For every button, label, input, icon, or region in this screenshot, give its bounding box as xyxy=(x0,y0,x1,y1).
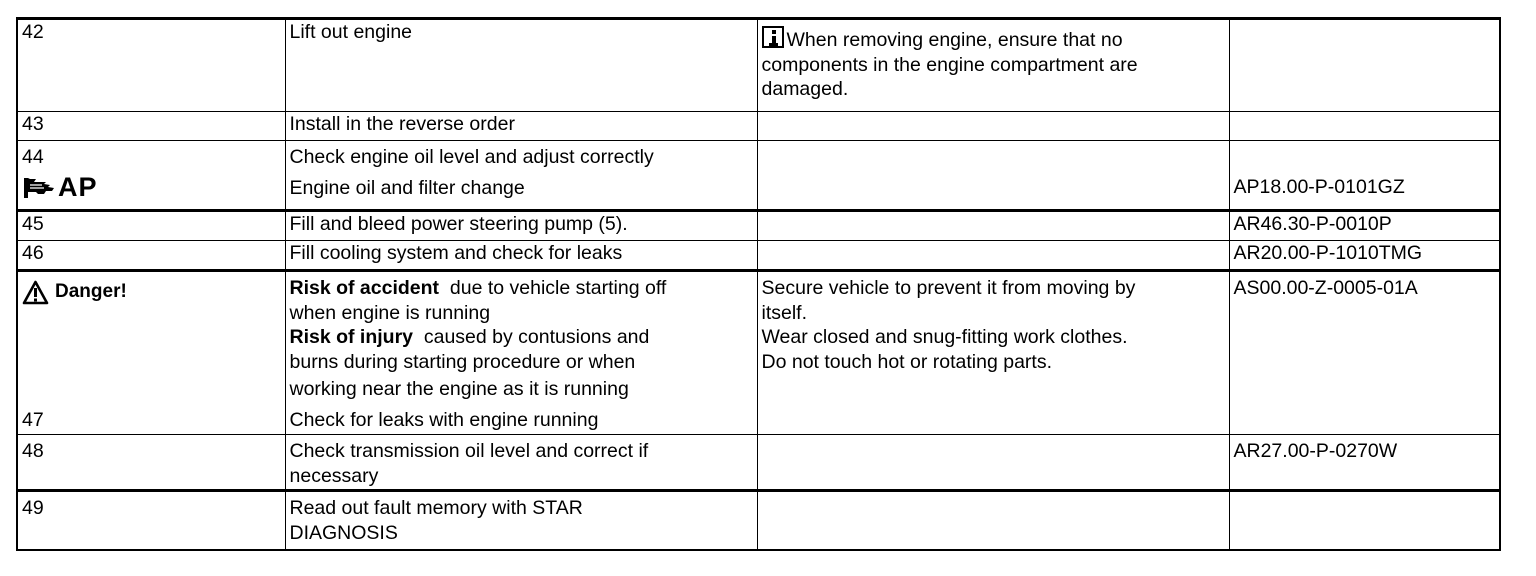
step-cell xyxy=(17,491,285,550)
operation-text: Check for leaks with engine running xyxy=(289,408,599,431)
operation-text: Check engine oil level and adjust correctly xyxy=(289,146,654,168)
operation-cell xyxy=(285,211,757,241)
note-cell xyxy=(757,211,1229,241)
reference-cell xyxy=(1229,271,1500,435)
step-number: 43 xyxy=(22,113,44,135)
risk-text: burns during starting procedure or when xyxy=(289,350,636,373)
note-line: Secure vehicle to prevent it from moving by xyxy=(761,277,1136,299)
operation-text: Lift out engine xyxy=(289,21,413,43)
reference-link[interactable]: AS00.00-Z-0005-01A xyxy=(1233,277,1418,299)
table-row xyxy=(17,141,1500,211)
note-line: When removing engine, ensure that no xyxy=(786,29,1123,51)
note-line: components in the engine compartment are xyxy=(761,53,1138,76)
ap-label: AP xyxy=(58,171,98,202)
ap-operation-text: Engine oil and filter change xyxy=(289,176,525,199)
step-number: 47 xyxy=(22,409,44,431)
reference-link[interactable]: AR27.00-P-0270W xyxy=(1233,440,1398,462)
note-cell xyxy=(757,112,1229,141)
step-number: 49 xyxy=(22,497,44,519)
danger-label: Danger! xyxy=(55,280,127,302)
operation-text: Install in the reverse order xyxy=(289,113,515,135)
table-row xyxy=(17,491,1500,550)
reference-cell xyxy=(1229,211,1500,241)
reference-link[interactable]: AP18.00-P-0101GZ xyxy=(1233,176,1405,198)
table-row xyxy=(17,271,1500,435)
operation-cell xyxy=(285,435,757,491)
risk-text: caused by contusions and xyxy=(413,326,650,348)
reference-cell xyxy=(1229,141,1500,211)
note-line: Wear closed and snug-fitting work clothes. xyxy=(761,326,1128,348)
reference-cell xyxy=(1229,19,1500,112)
reference-link[interactable]: AR20.00-P-1010TMG xyxy=(1233,242,1423,264)
operation-text: necessary xyxy=(289,464,379,487)
table-row xyxy=(17,435,1500,491)
step-cell xyxy=(17,112,285,141)
note-line: itself. xyxy=(761,301,808,324)
step-number: 45 xyxy=(22,213,44,235)
reference-cell xyxy=(1229,112,1500,141)
step-cell xyxy=(17,211,285,241)
step-cell xyxy=(17,19,285,112)
operation-cell xyxy=(285,141,757,211)
note-cell xyxy=(757,271,1229,435)
step-cell xyxy=(17,141,285,211)
table-row xyxy=(17,112,1500,141)
risk-text: when engine is running xyxy=(289,301,491,324)
table-row xyxy=(17,211,1500,241)
operation-text: Check transmission oil level and correct if xyxy=(289,440,649,462)
procedure-table xyxy=(16,17,1501,551)
operation-text: DIAGNOSIS xyxy=(289,521,398,544)
operation-cell xyxy=(285,112,757,141)
danger-marker xyxy=(22,278,279,306)
warning-icon xyxy=(22,280,49,305)
reference-cell xyxy=(1229,435,1500,491)
note-cell xyxy=(757,435,1229,491)
note-cell xyxy=(757,491,1229,550)
note-line: damaged. xyxy=(761,78,849,100)
operation-text: Fill cooling system and check for leaks xyxy=(289,242,623,264)
operation-text: Read out fault memory with STAR xyxy=(289,497,583,519)
operation-cell xyxy=(285,241,757,271)
step-number: 42 xyxy=(22,21,44,43)
ap-reference-marker xyxy=(22,172,279,202)
step-cell xyxy=(17,435,285,491)
operation-cell xyxy=(285,271,757,435)
risk-title: Risk of injury xyxy=(289,326,414,348)
step-cell xyxy=(17,271,285,435)
table-row xyxy=(17,241,1500,271)
step-number: 44 xyxy=(22,146,44,168)
reference-cell xyxy=(1229,241,1500,271)
pointing-hand-icon xyxy=(22,174,56,200)
info-icon xyxy=(762,26,784,48)
operation-cell xyxy=(285,491,757,550)
operation-text: Fill and bleed power steering pump (5). xyxy=(289,213,628,235)
operation-cell xyxy=(285,19,757,112)
reference-cell xyxy=(1229,491,1500,550)
note-cell xyxy=(757,19,1229,112)
note-cell xyxy=(757,141,1229,211)
risk-title: Risk of accident xyxy=(289,277,440,299)
note-cell xyxy=(757,241,1229,271)
note-line: Do not touch hot or rotating parts. xyxy=(761,350,1053,373)
step-cell xyxy=(17,241,285,271)
table-row xyxy=(17,19,1500,112)
step-number: 46 xyxy=(22,242,44,264)
reference-link[interactable]: AR46.30-P-0010P xyxy=(1233,213,1392,235)
risk-text: due to vehicle starting off xyxy=(439,277,667,299)
risk-text: working near the engine as it is running xyxy=(289,378,629,400)
step-number: 48 xyxy=(22,440,44,462)
